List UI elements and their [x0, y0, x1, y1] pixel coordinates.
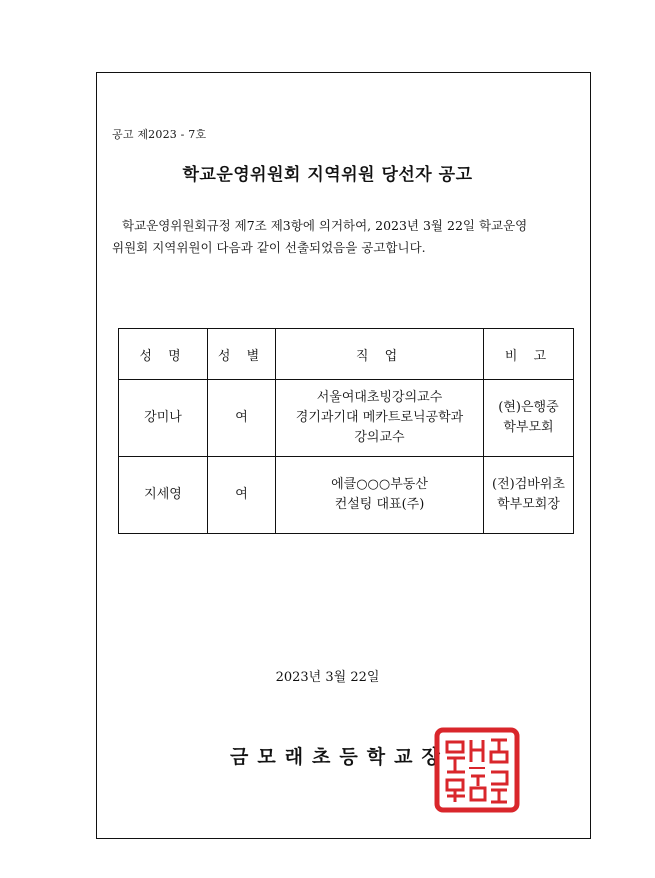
- note-line: (현)은행중: [498, 400, 559, 415]
- cell-gender: 여: [208, 457, 276, 534]
- members-table: [118, 328, 574, 534]
- cell-note: [484, 457, 574, 534]
- cell-note: [484, 380, 574, 457]
- school-name: 금모래초등학교장: [230, 746, 449, 768]
- cell-name: 지세영: [119, 457, 208, 534]
- header-job: 직 업: [276, 329, 484, 380]
- cell-job: [276, 457, 484, 534]
- body-line-2: 위원회 지역위원이 다음과 같이 선출되었음을 공고합니다.: [112, 240, 426, 255]
- page-title: 학교운영위원회 지역위원 당선자 공고: [182, 165, 473, 185]
- note-line: 학부모회장: [497, 497, 560, 512]
- note-line: (전)검바위초: [492, 477, 565, 492]
- cell-gender: 여: [208, 380, 276, 457]
- issue-date: 2023년 3월 22일: [275, 670, 380, 685]
- body-text: [112, 215, 582, 259]
- table-row: [119, 457, 574, 534]
- header-note: 비 고: [484, 329, 574, 380]
- job-line: 강의교수: [354, 430, 405, 445]
- note-line: 학부모회: [503, 420, 554, 435]
- official-seal-icon: [433, 726, 521, 814]
- job-line: 에클○○○부동산: [331, 477, 428, 492]
- job-line: 서울여대초빙강의교수: [316, 390, 443, 405]
- table-header-row: [119, 329, 574, 380]
- header-gender: 성 별: [208, 329, 276, 380]
- table-row: [119, 380, 574, 457]
- body-line-1: 학교운영위원회규정 제7조 제3항에 의거하여, 2023년 3월 22일 학교운영: [122, 218, 528, 233]
- cell-job: [276, 380, 484, 457]
- job-line: 컨설팅 대표(주): [334, 497, 425, 512]
- job-line: 경기과기대 메카트로닉공학과: [295, 410, 464, 425]
- header-name: 성 명: [119, 329, 208, 380]
- notice-number: 공고 제2023 - 7호: [112, 128, 207, 141]
- cell-name: 강미나: [119, 380, 208, 457]
